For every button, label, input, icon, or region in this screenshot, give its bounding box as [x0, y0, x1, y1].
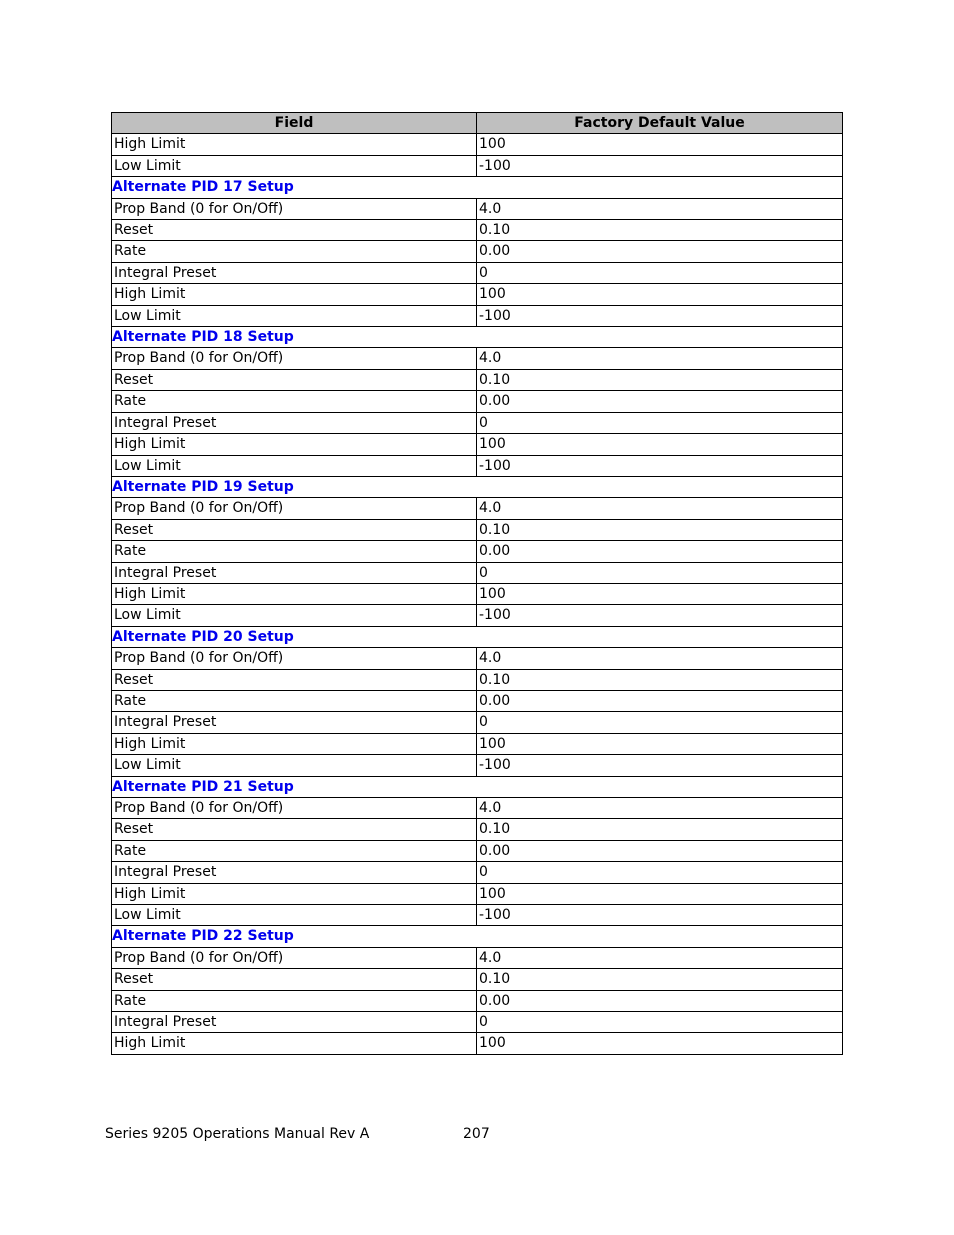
table-row	[112, 305, 843, 326]
field-cell: Low Limit	[112, 455, 477, 476]
value-cell: 0.10	[477, 669, 843, 690]
value-cell: 0	[477, 412, 843, 433]
table-row	[112, 348, 843, 369]
value-cell: 0.00	[477, 541, 843, 562]
value-cell: 0	[477, 562, 843, 583]
field-cell: Integral Preset	[112, 412, 477, 433]
field-cell: Low Limit	[112, 305, 477, 326]
field-cell: Integral Preset	[112, 262, 477, 283]
section-header-row	[112, 476, 843, 497]
value-cell: 0.10	[477, 819, 843, 840]
table-row	[112, 155, 843, 176]
value-cell: 100	[477, 583, 843, 604]
table-row	[112, 798, 843, 819]
table-row	[112, 541, 843, 562]
field-cell: Prop Band (0 for On/Off)	[112, 648, 477, 669]
field-cell: Rate	[112, 840, 477, 861]
table-row	[112, 648, 843, 669]
field-cell: High Limit	[112, 1033, 477, 1054]
table-row	[112, 434, 843, 455]
value-cell: -100	[477, 605, 843, 626]
value-cell: -100	[477, 755, 843, 776]
field-cell: Rate	[112, 241, 477, 262]
field-cell: Reset	[112, 369, 477, 390]
section-header-row	[112, 327, 843, 348]
table-row	[112, 690, 843, 711]
section-link[interactable]: Alternate PID 20 Setup	[112, 626, 843, 647]
field-cell: High Limit	[112, 583, 477, 604]
section-link[interactable]: Alternate PID 18 Setup	[112, 327, 843, 348]
factory-defaults-table	[111, 112, 843, 1055]
value-cell: 0	[477, 262, 843, 283]
field-cell: Prop Band (0 for On/Off)	[112, 348, 477, 369]
field-cell: High Limit	[112, 134, 477, 155]
section-header-row	[112, 926, 843, 947]
table-row	[112, 562, 843, 583]
table-row	[112, 498, 843, 519]
field-cell: Low Limit	[112, 905, 477, 926]
value-cell: -100	[477, 455, 843, 476]
value-cell: 0.00	[477, 391, 843, 412]
field-cell: Low Limit	[112, 605, 477, 626]
value-cell: 100	[477, 883, 843, 904]
field-cell: Prop Band (0 for On/Off)	[112, 198, 477, 219]
value-cell: 0	[477, 1012, 843, 1033]
value-cell: 100	[477, 134, 843, 155]
value-cell: -100	[477, 155, 843, 176]
table-row	[112, 755, 843, 776]
field-cell: Reset	[112, 220, 477, 241]
field-cell: High Limit	[112, 284, 477, 305]
table-row	[112, 198, 843, 219]
field-cell: Integral Preset	[112, 1012, 477, 1033]
table-row	[112, 862, 843, 883]
section-header-row	[112, 776, 843, 797]
table-row	[112, 712, 843, 733]
table-row	[112, 669, 843, 690]
table-row	[112, 369, 843, 390]
section-link[interactable]: Alternate PID 22 Setup	[112, 926, 843, 947]
field-cell: Reset	[112, 669, 477, 690]
table-row	[112, 391, 843, 412]
footer-page-number: 207	[463, 1126, 490, 1142]
value-cell: 4.0	[477, 498, 843, 519]
value-cell: 0.10	[477, 969, 843, 990]
field-cell: Low Limit	[112, 155, 477, 176]
value-cell: 4.0	[477, 198, 843, 219]
value-cell: 0	[477, 862, 843, 883]
value-cell: -100	[477, 305, 843, 326]
field-cell: Rate	[112, 690, 477, 711]
value-cell: 0.10	[477, 220, 843, 241]
field-cell: Reset	[112, 519, 477, 540]
table-row	[112, 969, 843, 990]
table-row	[112, 412, 843, 433]
field-cell: Rate	[112, 541, 477, 562]
value-cell: 0.00	[477, 690, 843, 711]
value-cell: 100	[477, 284, 843, 305]
field-column-header: Field	[112, 113, 477, 134]
field-cell: Rate	[112, 391, 477, 412]
table-row	[112, 134, 843, 155]
table-row	[112, 241, 843, 262]
table-body	[112, 134, 843, 1054]
value-cell: 4.0	[477, 947, 843, 968]
table-row	[112, 840, 843, 861]
field-cell: Reset	[112, 969, 477, 990]
value-cell: 100	[477, 1033, 843, 1054]
table-row	[112, 284, 843, 305]
value-cell: 100	[477, 434, 843, 455]
section-link[interactable]: Alternate PID 21 Setup	[112, 776, 843, 797]
table-row	[112, 905, 843, 926]
table-row	[112, 1012, 843, 1033]
value-cell: 0.00	[477, 241, 843, 262]
section-link[interactable]: Alternate PID 17 Setup	[112, 177, 843, 198]
field-cell: Integral Preset	[112, 562, 477, 583]
table-row	[112, 262, 843, 283]
table-row	[112, 883, 843, 904]
field-cell: High Limit	[112, 883, 477, 904]
table-row	[112, 583, 843, 604]
default-value-column-header: Factory Default Value	[477, 113, 843, 134]
value-cell: 0.00	[477, 990, 843, 1011]
field-cell: Prop Band (0 for On/Off)	[112, 798, 477, 819]
value-cell: 0	[477, 712, 843, 733]
field-cell: Integral Preset	[112, 712, 477, 733]
section-header-row	[112, 626, 843, 647]
table-row	[112, 519, 843, 540]
footer-manual-title: Series 9205 Operations Manual Rev A	[105, 1126, 370, 1142]
value-cell: 100	[477, 733, 843, 754]
value-cell: 4.0	[477, 348, 843, 369]
table-row	[112, 220, 843, 241]
table-row	[112, 733, 843, 754]
field-cell: High Limit	[112, 434, 477, 455]
field-cell: Prop Band (0 for On/Off)	[112, 947, 477, 968]
field-cell: Low Limit	[112, 755, 477, 776]
table-row	[112, 605, 843, 626]
field-cell: Integral Preset	[112, 862, 477, 883]
value-cell: 4.0	[477, 648, 843, 669]
value-cell: 0.00	[477, 840, 843, 861]
section-header-row	[112, 177, 843, 198]
value-cell: -100	[477, 905, 843, 926]
field-cell: Prop Band (0 for On/Off)	[112, 498, 477, 519]
value-cell: 0.10	[477, 369, 843, 390]
value-cell: 0.10	[477, 519, 843, 540]
field-cell: High Limit	[112, 733, 477, 754]
section-link[interactable]: Alternate PID 19 Setup	[112, 476, 843, 497]
field-cell: Reset	[112, 819, 477, 840]
table-row	[112, 1033, 843, 1054]
table-row	[112, 455, 843, 476]
table-row	[112, 947, 843, 968]
table-header-row	[112, 113, 843, 134]
table-row	[112, 990, 843, 1011]
field-cell: Rate	[112, 990, 477, 1011]
value-cell: 4.0	[477, 798, 843, 819]
table-row	[112, 819, 843, 840]
